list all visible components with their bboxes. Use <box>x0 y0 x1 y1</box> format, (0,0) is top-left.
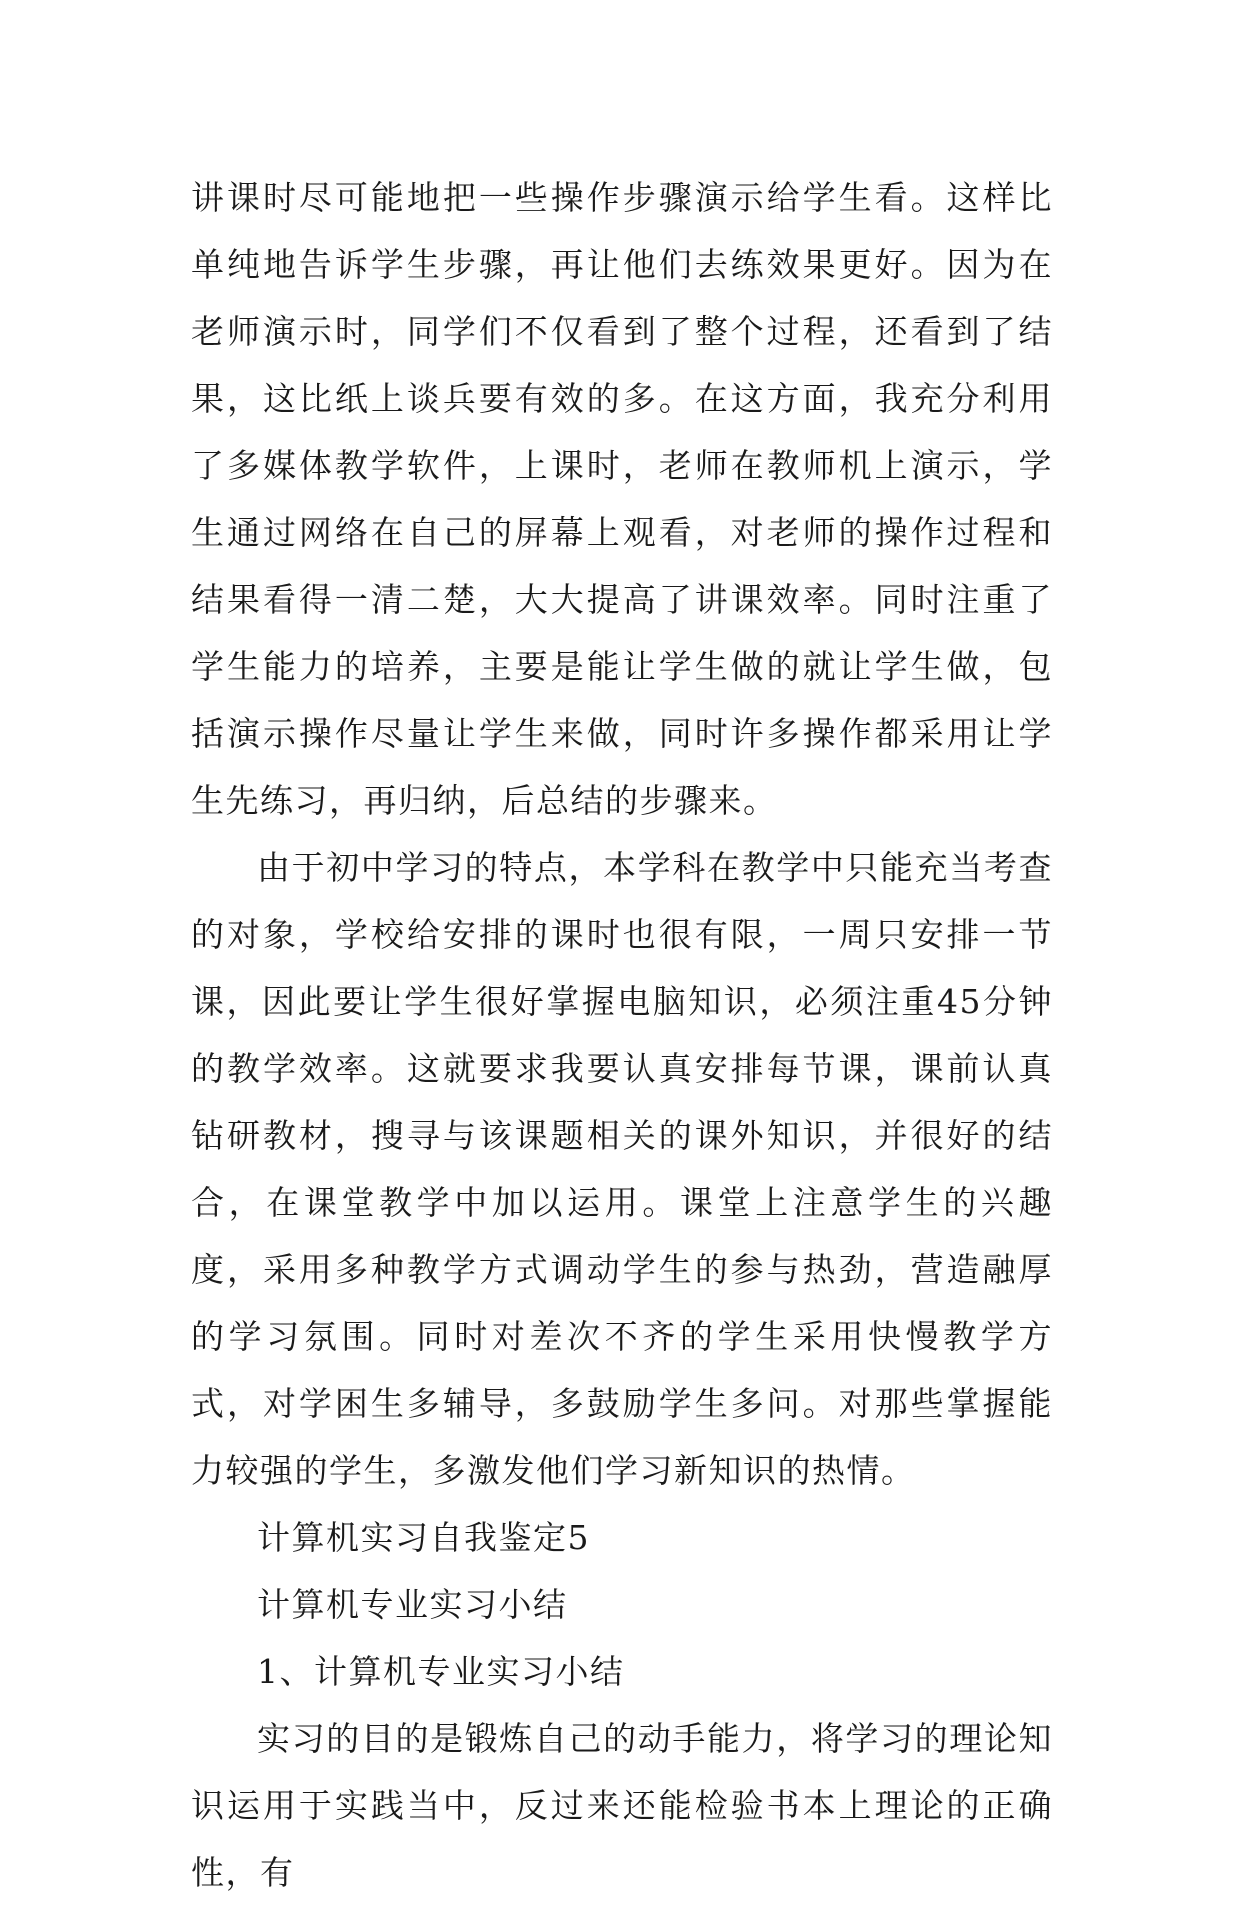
paragraph-class-efficiency: 由于初中学习的特点，本学科在教学中只能充当考查的对象，学校给安排的课时也很有限，一周只安排一节课，因此要让学生很好掌握电脑知识，必须注重45分钟的教学效率。这就要求我要认真安排每节课，课前认真钻研教材，搜寻与该课题相关的课外知识，并很好的结合，在课堂教学中加以运用。课堂上注意学生的兴趣度，采用多种教学方式调动学生的参与热劲，营造融厚的学习氛围。同时对差次不齐的学生采用快慢教学方式，对学困生多辅导，多鼓励学生多问。对那些掌握能力较强的学生，多激发他们学习新知识的热情。 <box>191 848 1053 1490</box>
subsection-title-internship-summary: 1、计算机专业实习小结 <box>257 1652 625 1691</box>
section-title-internship-summary: 计算机专业实习小结 <box>257 1585 568 1624</box>
section-title-self-assessment: 计算机实习自我鉴定5 <box>257 1518 590 1557</box>
paragraph-teaching-demo: 讲课时尽可能地把一些操作步骤演示给学生看。这样比单纯地告诉学生步骤，再让他们去练效果更好。因为在老师演示时，同学们不仅看到了整个过程，还看到了结果，这比纸上谈兵要有效的多。在这方面，我充分利用了多媒体教学软件，上课时，老师在教师机上演示，学生通过网络在自己的屏幕上观看，对老师的操作过程和结果看得一清二楚，大大提高了讲课效率。同时注重了学生能力的培养，主要是能让学生做的就让学生做，包括演示操作尽量让学生来做，同时许多操作都采用让学生先练习，再归纳，后总结的步骤来。 <box>191 178 1053 820</box>
document-body <box>191 164 1053 1906</box>
paragraph-internship-purpose: 实习的目的是锻炼自己的动手能力，将学习的理论知识运用于实践当中，反过来还能检验书本上理论的正确性，有 <box>191 1719 1053 1892</box>
